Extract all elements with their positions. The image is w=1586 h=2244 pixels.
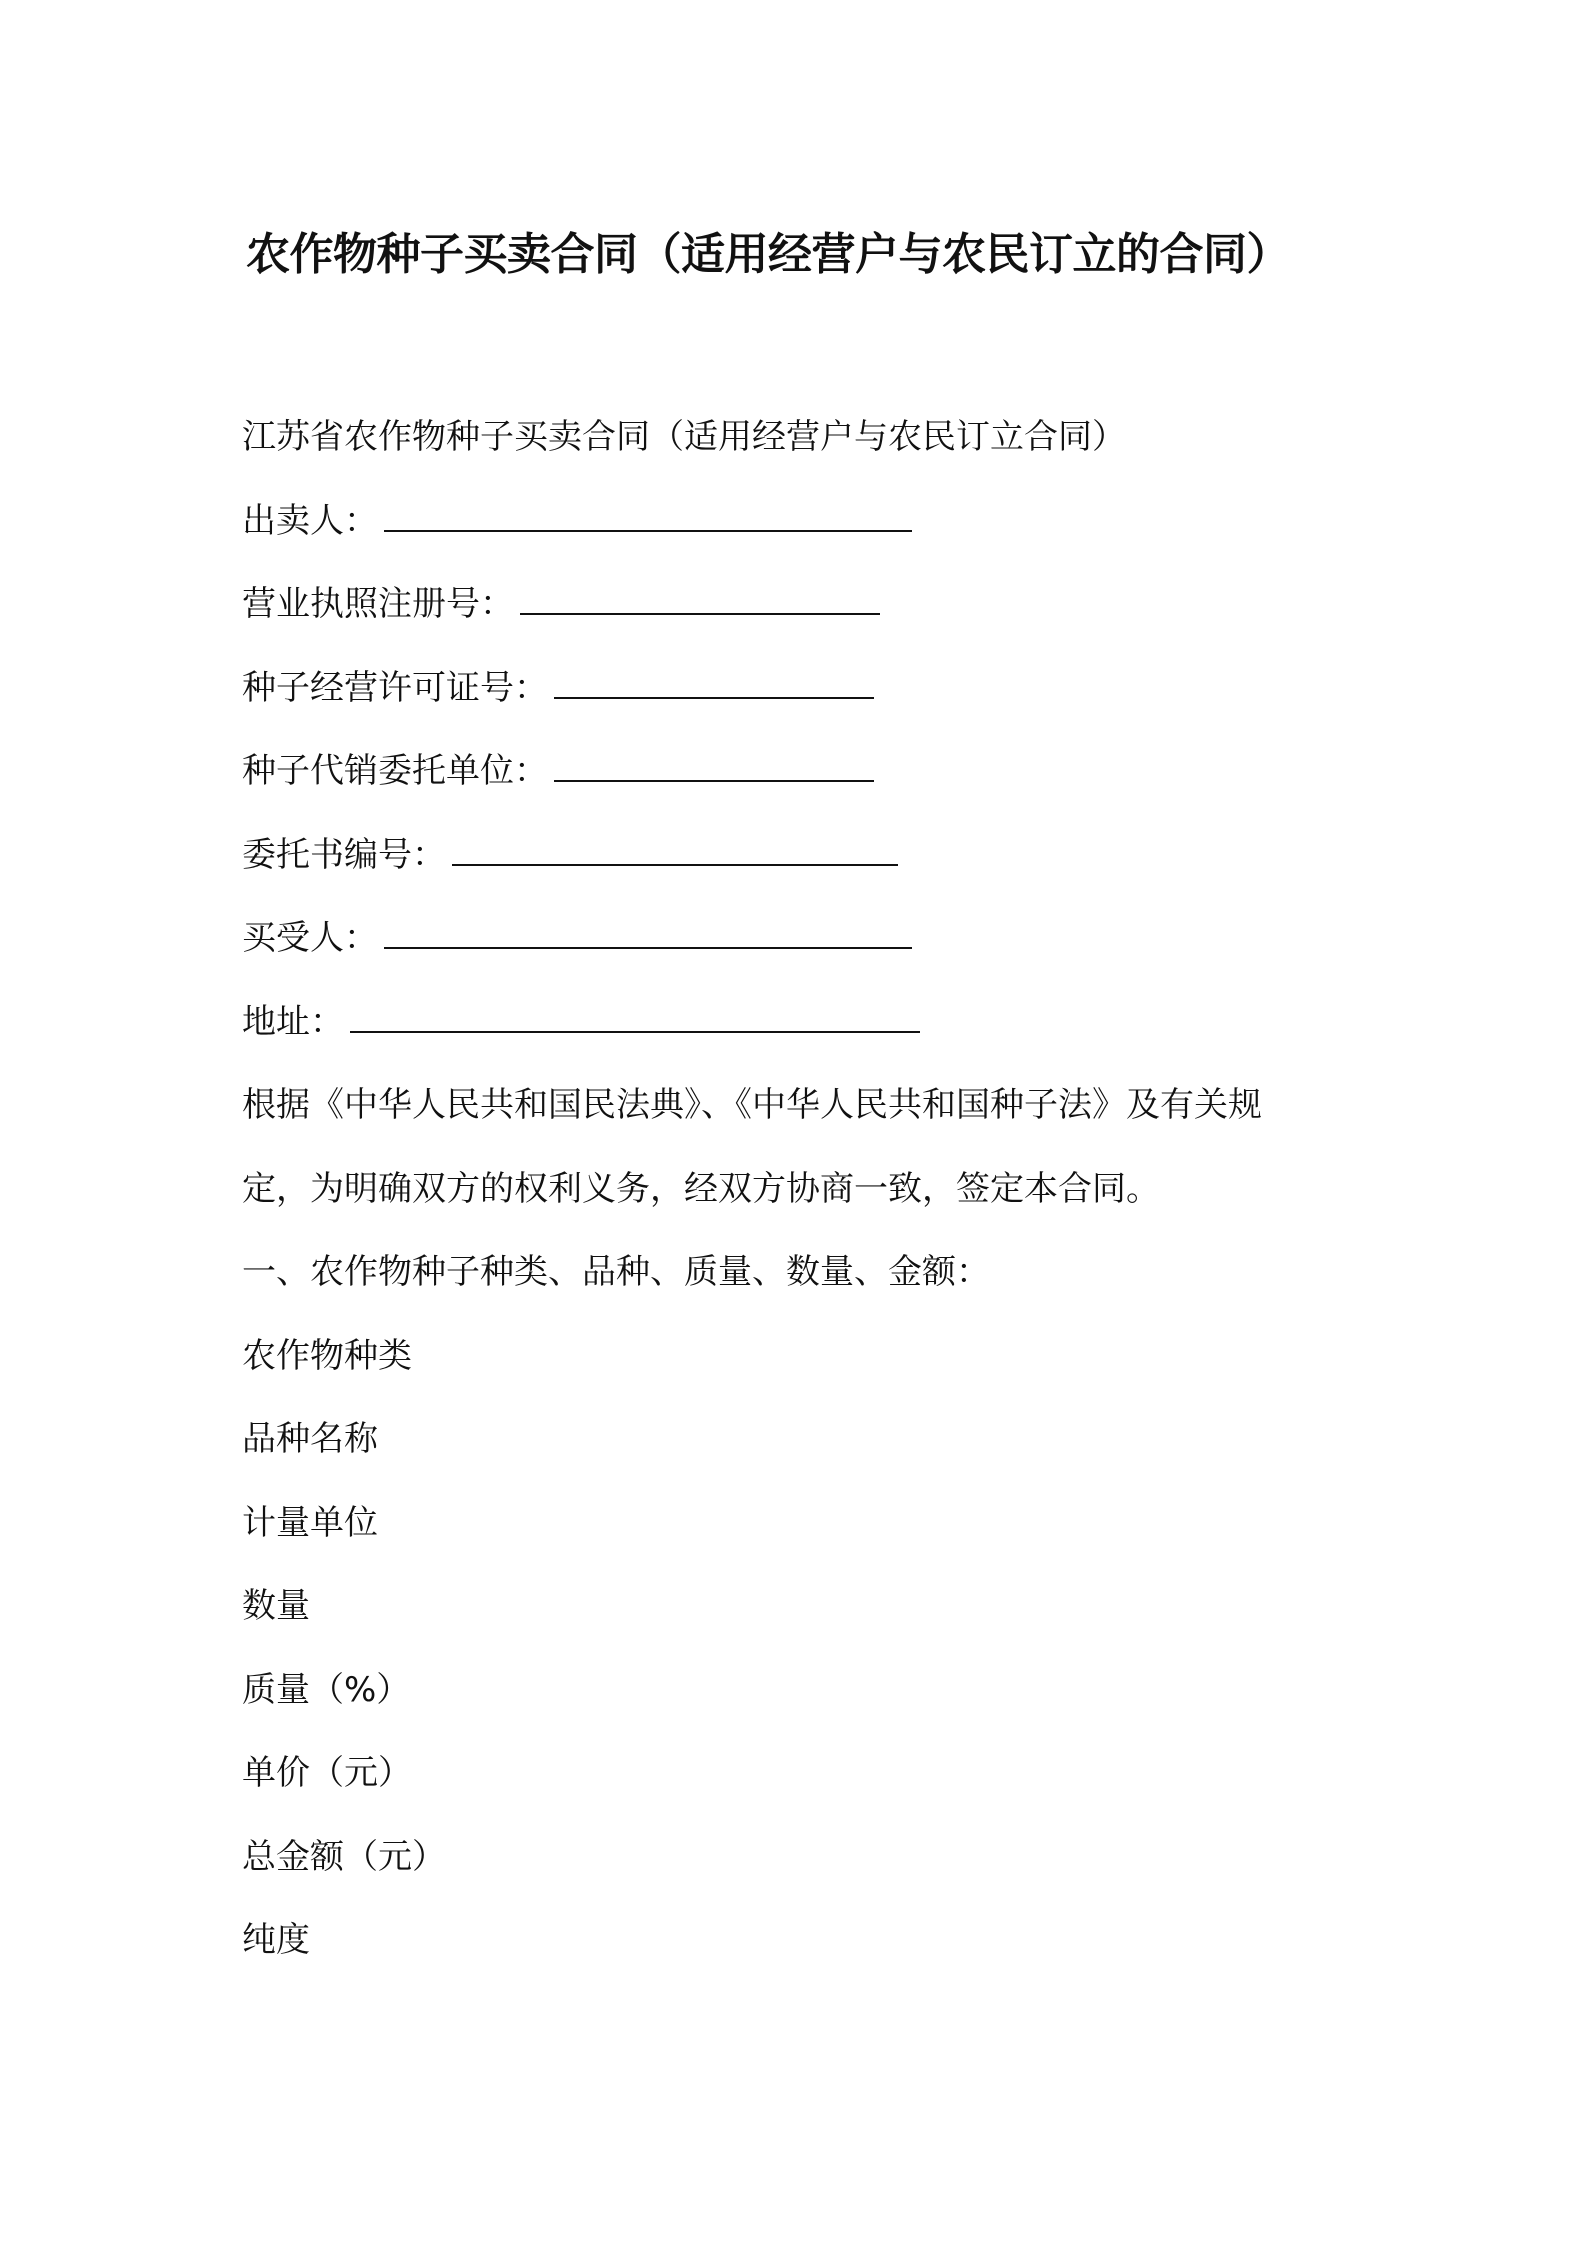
item-variety-name: 品种名称 bbox=[242, 1419, 378, 1459]
document-title: 农作物种子买卖合同（适用经营户与农民订立的合同） bbox=[246, 229, 1290, 280]
field-business-license bbox=[242, 574, 1362, 658]
section-heading: 一、农作物种子种类、品种、质量、数量、金额： bbox=[242, 1252, 990, 1292]
field-label: 种子代销委托单位： bbox=[242, 751, 548, 791]
fill-in-blank[interactable] bbox=[452, 836, 898, 866]
field-address bbox=[242, 992, 1362, 1076]
field-buyer bbox=[242, 908, 1362, 992]
item-unit-price: 单价（元） bbox=[242, 1753, 412, 1793]
field-authorization-number bbox=[242, 825, 1362, 909]
field-label: 出卖人： bbox=[242, 500, 378, 541]
fill-in-blank[interactable] bbox=[350, 1003, 920, 1033]
field-label: 委托书编号： bbox=[242, 834, 446, 875]
field-label: 营业执照注册号： bbox=[242, 584, 514, 624]
item-crop-type: 农作物种类 bbox=[242, 1335, 412, 1376]
fill-in-blank[interactable] bbox=[554, 669, 874, 699]
document-subtitle: 江苏省农作物种子买卖合同（适用经营户与农民订立合同） bbox=[242, 417, 1126, 457]
fill-in-blank[interactable] bbox=[384, 502, 912, 532]
field-label: 买受人： bbox=[242, 918, 378, 958]
field-label: 地址： bbox=[242, 1001, 344, 1042]
item-purity: 纯度 bbox=[242, 1920, 310, 1960]
document-body bbox=[242, 407, 1362, 1994]
preamble-line: 定，为明确双方的权利义务，经双方协商一致，签定本合同。 bbox=[242, 1168, 1160, 1209]
item-quality: 质量（%） bbox=[242, 1669, 411, 1710]
field-seller bbox=[242, 491, 1362, 575]
fill-in-blank[interactable] bbox=[520, 585, 880, 615]
fill-in-blank[interactable] bbox=[384, 919, 912, 949]
fill-in-blank[interactable] bbox=[554, 752, 874, 782]
item-total-amount: 总金额（元） bbox=[242, 1836, 446, 1877]
preamble-line: 根据《中华人民共和国民法典》、《中华人民共和国种子法》及有关规 bbox=[242, 1085, 1262, 1125]
item-quantity: 数量 bbox=[242, 1586, 310, 1626]
field-consignment-unit bbox=[242, 741, 1362, 825]
field-seed-license bbox=[242, 658, 1362, 742]
item-unit: 计量单位 bbox=[242, 1502, 378, 1543]
field-label: 种子经营许可证号： bbox=[242, 667, 548, 708]
